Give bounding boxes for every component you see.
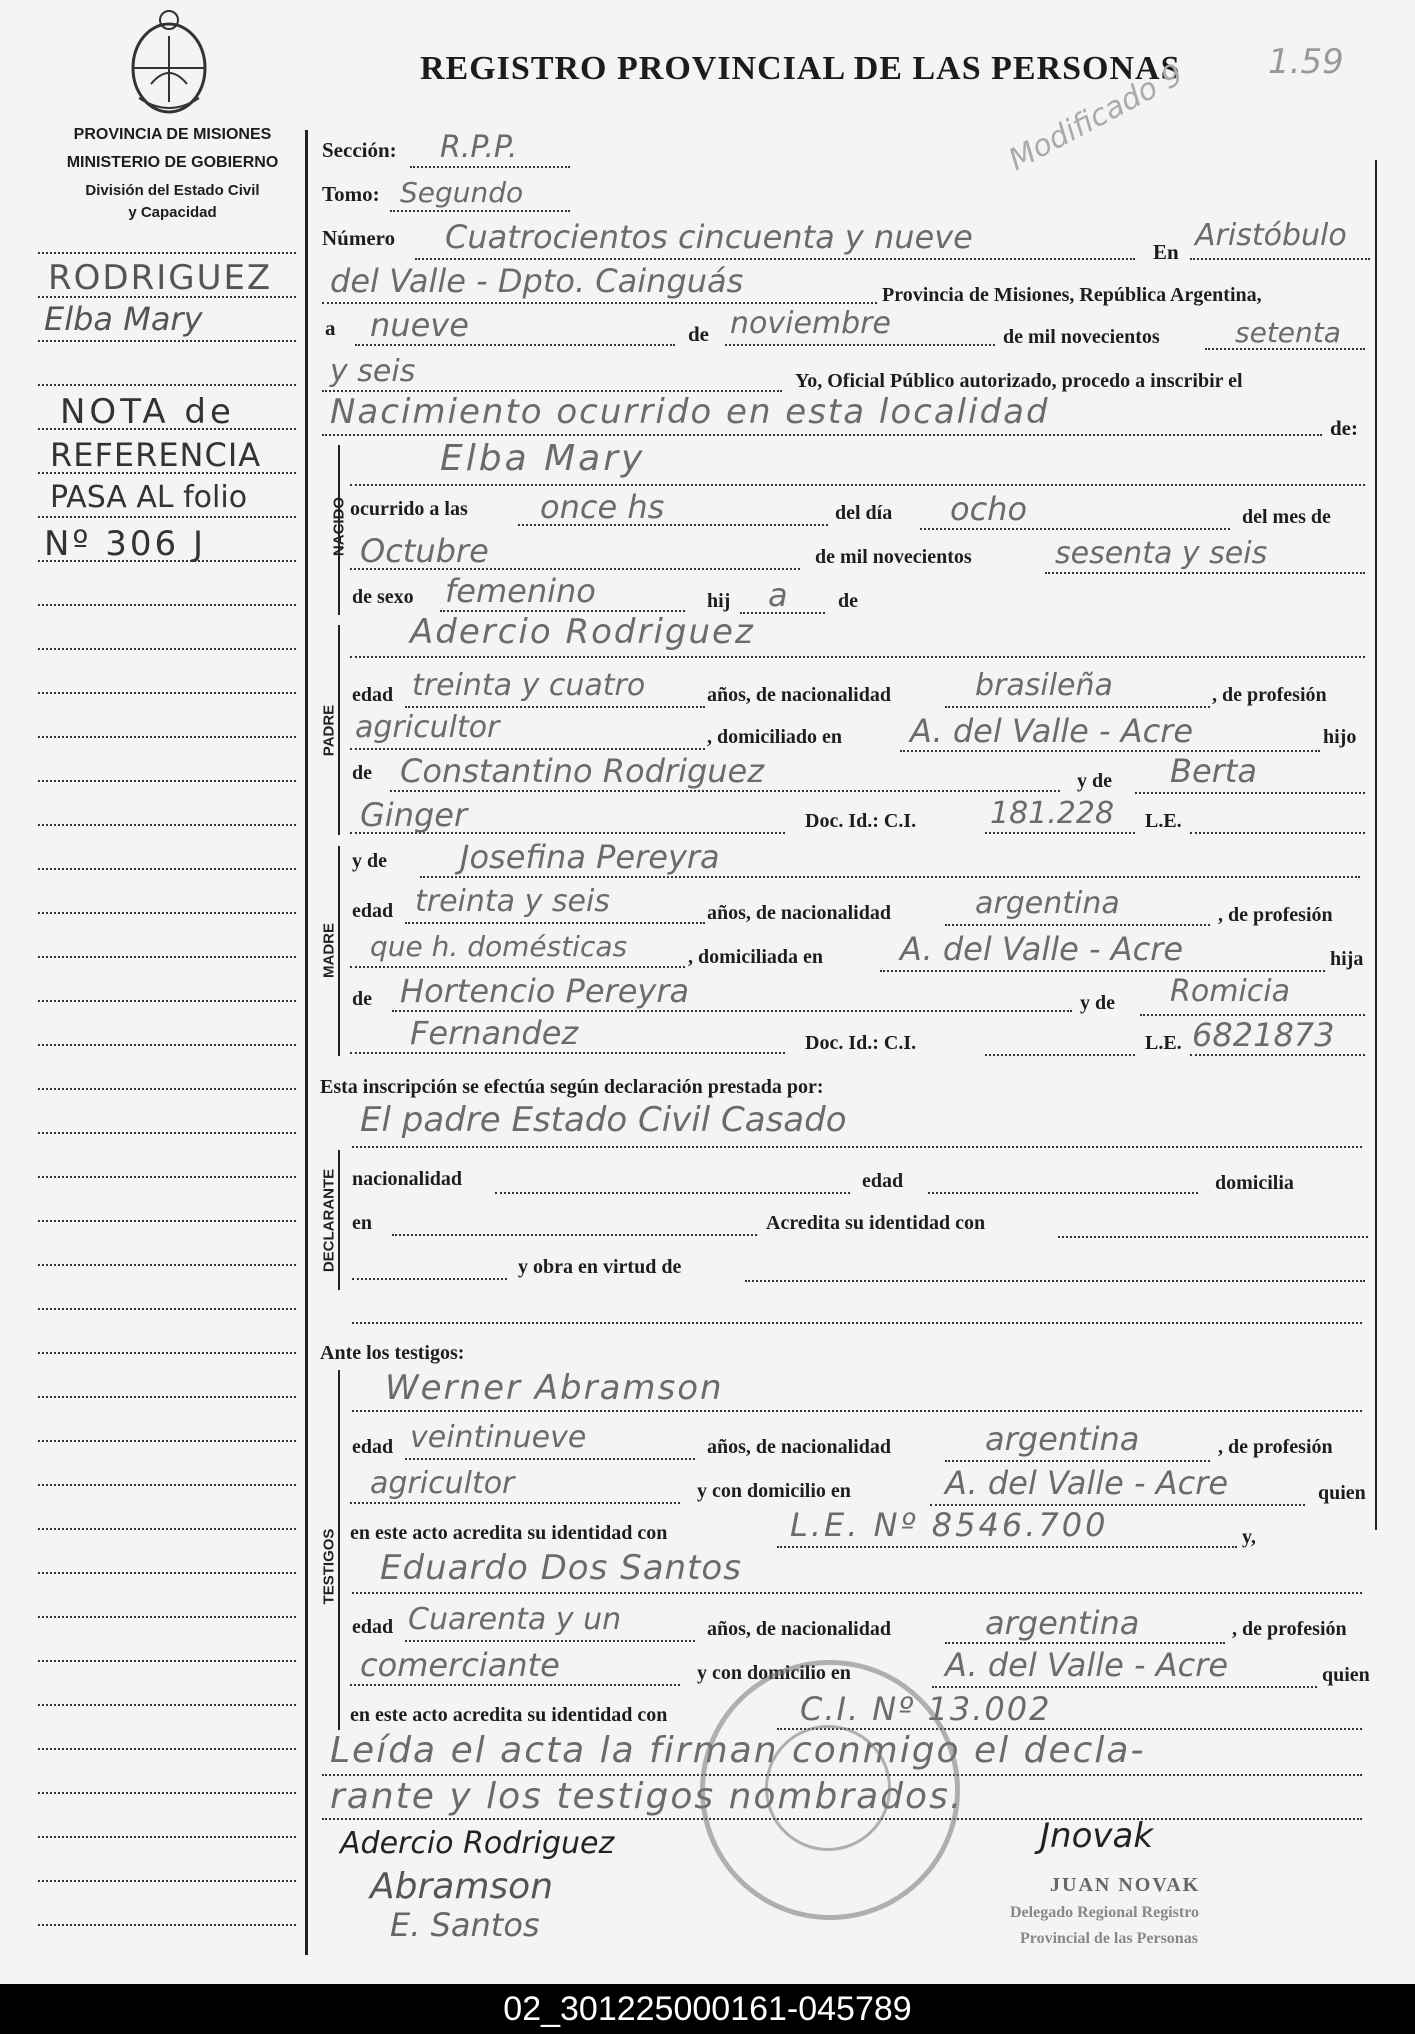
margin-rule <box>38 868 296 870</box>
padre-mother-value-2: Ginger <box>360 796 468 834</box>
madre-name: Josefina Pereyra <box>460 838 720 876</box>
margin-note-1: NOTA de <box>60 392 235 432</box>
testigos-bracket <box>338 1370 340 1730</box>
madre-dom-value: A. del Valle - Acre <box>900 930 1184 968</box>
footer-id-bar: 02_301225000161-045789 <box>0 1984 1415 2034</box>
declarante-value: El padre Estado Civil Casado <box>360 1100 847 1140</box>
testigo1-nac-label: años, de nacionalidad <box>707 1436 891 1458</box>
padre-dom-label: , domiciliado en <box>707 726 843 748</box>
oficial-text: Yo, Oficial Público autorizado, procedo a inscribir el <box>795 370 1243 392</box>
nacido-day-value: ocho <box>950 490 1028 528</box>
testigo1-y-label: y, <box>1242 1526 1256 1548</box>
ocurrido-label: ocurrido a las <box>350 498 468 520</box>
padre-doc-value: 181.228 <box>990 796 1115 831</box>
closing-line-2: rante y los testigos nombrados. <box>330 1776 964 1817</box>
madre-y-de2-label: y de <box>1080 992 1115 1014</box>
capacity-name: y Capacidad <box>128 204 217 221</box>
margin-rule <box>38 1132 296 1134</box>
ministry-name: MINISTERIO DE GOBIERNO <box>66 154 279 171</box>
margin-rule <box>38 1660 296 1662</box>
hij-value: a <box>768 576 788 614</box>
padre-doc-label: Doc. Id.: C.I. <box>805 810 917 832</box>
margin-rule <box>38 384 296 386</box>
declarante-edad-label: edad <box>862 1170 904 1192</box>
hij-label: hij <box>707 590 731 612</box>
margin-rule <box>38 1308 296 1310</box>
madre-de-label: de <box>352 988 372 1010</box>
margin-rule <box>38 252 296 254</box>
testigos-intro: Ante los testigos: <box>320 1342 465 1364</box>
padre-father-value: Constantino Rodriguez <box>400 752 765 790</box>
margin-rule <box>38 340 296 342</box>
testigo1-edad-value: veintinueve <box>410 1420 587 1455</box>
testigo1-id-value: L.E. Nº 8546.700 <box>790 1506 1109 1544</box>
testigo2-nac-value: argentina <box>985 1604 1140 1642</box>
nacido-name: Elba Mary <box>440 438 646 479</box>
margin-separator <box>305 130 308 1955</box>
testigo2-acredita-label: en este acto acredita su identidad con <box>350 1704 668 1726</box>
testigo1-acredita-label: en este acto acredita su identidad con <box>350 1522 668 1544</box>
margin-rule <box>38 1880 296 1882</box>
padre-edad-label: edad <box>352 684 394 706</box>
padre-prof-label: , de profesión <box>1212 684 1327 706</box>
padre-de-label: de <box>352 762 372 784</box>
margin-rule <box>38 1000 296 1002</box>
madre-label: MADRE <box>320 923 338 978</box>
testigo1-name: Werner Abramson <box>385 1368 724 1408</box>
margin-rule <box>38 604 296 606</box>
margin-rule <box>38 1792 296 1794</box>
madre-prof-value: que h. domésticas <box>370 930 628 963</box>
testigo2-edad-label: edad <box>352 1616 394 1638</box>
margin-rule <box>38 1836 296 1838</box>
seccion-label: Sección: <box>322 138 397 162</box>
declarante-intro: Esta inscripción se efectúa según declaración prestada por: <box>320 1076 824 1098</box>
nacido-month-value: Octubre <box>360 532 489 570</box>
signature-testigo-2: E. Santos <box>390 1906 540 1944</box>
margin-rule <box>38 648 296 650</box>
testigo2-prof-label: , de profesión <box>1232 1618 1347 1640</box>
madre-father-value: Hortencio Pereyra <box>400 972 690 1010</box>
declarante-bracket <box>338 1150 340 1290</box>
madre-y-de-label: y de <box>352 850 387 872</box>
month-value: noviembre <box>730 306 891 341</box>
place-value: del Valle - Dpto. Cainguás <box>330 262 744 300</box>
margin-rule <box>38 1704 296 1706</box>
testigo2-edad-value: Cuarenta y un <box>408 1602 622 1637</box>
declarante-en-label: en <box>352 1212 372 1234</box>
sexo-label: de sexo <box>352 586 414 608</box>
a-de-label: de <box>688 322 709 346</box>
en-value: Aristóbulo <box>1195 218 1347 253</box>
madre-mother-value: Romicia <box>1170 974 1290 1009</box>
closing-line-1: Leída el acta la firman conmigo el decla- <box>330 1730 1146 1771</box>
margin-rule <box>38 1924 296 1926</box>
margin-note-3: PASA AL folio <box>50 480 248 515</box>
testigo1-prof-label: , de profesión <box>1218 1436 1333 1458</box>
madre-doc-label: Doc. Id.: C.I. <box>805 1032 917 1054</box>
testigo2-prof-value: comerciante <box>360 1646 560 1684</box>
margin-rule <box>38 1396 296 1398</box>
madre-le-label: L.E. <box>1145 1032 1182 1054</box>
margin-rule <box>38 1352 296 1354</box>
margin-note-2: REFERENCIA <box>50 436 262 474</box>
margin-rule <box>38 1572 296 1574</box>
padre-hijo-label: hijo <box>1323 726 1357 748</box>
a-label: a <box>325 316 336 340</box>
testigo2-name: Eduardo Dos Santos <box>380 1548 742 1588</box>
declarante-dom-label: domicilia <box>1215 1172 1294 1194</box>
margin-rule <box>38 692 296 694</box>
year-value-2: y seis <box>330 354 416 389</box>
seccion-value: R.P.P. <box>440 130 518 165</box>
margin-rule <box>38 736 296 738</box>
madre-edad-value: treinta y seis <box>415 884 610 919</box>
testigo2-id-value: C.I. Nº 13.002 <box>800 1690 1052 1728</box>
province-name: PROVINCIA DE MISIONES <box>73 126 272 143</box>
official-title-1: Delegado Regional Registro <box>1010 1904 1200 1921</box>
division-name: División del Estado Civil <box>85 182 260 199</box>
testigo2-dom-value: A. del Valle - Acre <box>945 1646 1229 1684</box>
declarante-label: DECLARANTE <box>320 1168 338 1273</box>
madre-dom-label: , domiciliada en <box>688 946 824 968</box>
padre-le-label: L.E. <box>1145 810 1182 832</box>
nacido-label: NACIDO <box>330 496 348 557</box>
margin-rule <box>38 516 296 518</box>
padre-dom-value: A. del Valle - Acre <box>910 712 1194 750</box>
madre-edad-label: edad <box>352 900 394 922</box>
madre-mother-value-2: Fernandez <box>410 1014 579 1052</box>
numero-value: Cuatrocientos cincuenta y nueve <box>445 218 973 256</box>
madre-prof-label: , de profesión <box>1218 904 1333 926</box>
hour-value: once hs <box>540 488 665 526</box>
del-dia-label: del día <box>835 502 893 524</box>
testigo1-nac-value: argentina <box>985 1420 1140 1458</box>
official-stamp <box>700 1660 960 1920</box>
right-frame-line <box>1375 160 1377 1530</box>
tomo-value: Segundo <box>400 176 524 209</box>
nacido-de-label: de <box>838 590 858 612</box>
padre-prof-value: agricultor <box>355 710 500 745</box>
testigo2-dom-label: y con domicilio en <box>697 1662 851 1684</box>
del-mes-label: del mes de <box>1242 506 1331 528</box>
page-title: REGISTRO PROVINCIAL DE LAS PERSONAS <box>420 50 1181 87</box>
margin-rule <box>38 780 296 782</box>
margin-rule <box>38 1528 296 1530</box>
nacido-mil-label: de mil novecientos <box>815 546 972 568</box>
testigo1-dom-label: y con domicilio en <box>697 1480 851 1502</box>
en-label: En <box>1153 240 1179 264</box>
testigo2-nac-label: años, de nacionalidad <box>707 1618 891 1640</box>
padre-nac-value: brasileña <box>975 668 1113 703</box>
tomo-label: Tomo: <box>322 182 380 206</box>
signature-testigo-1: Abramson <box>370 1866 554 1907</box>
testigo1-edad-label: edad <box>352 1436 394 1458</box>
mil-label: de mil novecientos <box>1003 326 1160 348</box>
margin-rule <box>38 912 296 914</box>
signature-official: Jnovak <box>1040 1816 1154 1856</box>
margin-rule <box>38 1176 296 1178</box>
margin-rule <box>38 1748 296 1750</box>
declarante-acredita-label: Acredita su identidad con <box>766 1212 986 1234</box>
day-value: nueve <box>370 306 469 344</box>
de-colon-label: de: <box>1330 416 1358 440</box>
testigos-label: TESTIGOS <box>320 1528 338 1605</box>
margin-rule <box>38 1220 296 1222</box>
madre-nac-value: argentina <box>975 886 1120 921</box>
provincia-text: Provincia de Misiones, República Argentina, <box>882 284 1262 306</box>
official-name: JUAN NOVAK <box>1050 1874 1201 1896</box>
madre-nac-label: años, de nacionalidad <box>707 902 891 924</box>
testigo2-quien-label: quien <box>1322 1664 1370 1686</box>
testigo1-quien-label: quien <box>1318 1482 1366 1504</box>
declarante-nac-label: nacionalidad <box>352 1168 463 1190</box>
padre-name: Adercio Rodriguez <box>410 612 755 652</box>
testigo1-prof-value: agricultor <box>370 1466 515 1501</box>
signature-declarante: Adercio Rodriguez <box>340 1826 615 1861</box>
margin-surname: RODRIGUEZ <box>48 258 273 298</box>
year-value: setenta <box>1235 316 1341 349</box>
padre-nac-label: años, de nacionalidad <box>707 684 891 706</box>
margin-rule <box>38 1484 296 1486</box>
event-value: Nacimiento ocurrido en esta localidad <box>330 392 1050 432</box>
margin-rule <box>38 956 296 958</box>
padre-y-de-label: y de <box>1077 770 1112 792</box>
sexo-value: femenino <box>445 572 596 610</box>
testigo1-dom-value: A. del Valle - Acre <box>945 1464 1229 1502</box>
padre-label: PADRE <box>320 704 338 757</box>
padre-edad-value: treinta y cuatro <box>412 668 646 703</box>
madre-bracket <box>338 846 340 1056</box>
margin-rule <box>38 1044 296 1046</box>
declarante-obra-label: y obra en virtud de <box>518 1256 682 1278</box>
margin-rule <box>38 1616 296 1618</box>
margin-note-4: Nº 306 J <box>44 524 206 564</box>
madre-le-value: 6821873 <box>1192 1016 1335 1054</box>
margin-rule <box>38 1440 296 1442</box>
official-title-2: Provincial de las Personas <box>1020 1930 1198 1947</box>
corner-note: Modificado 9 <box>1003 57 1189 178</box>
corner-number: 1.59 <box>1268 42 1344 82</box>
margin-rule <box>38 1264 296 1266</box>
numero-label: Número <box>322 226 396 250</box>
margin-rule <box>38 1088 296 1090</box>
padre-mother-value: Berta <box>1170 752 1257 790</box>
madre-hija-label: hija <box>1330 948 1364 970</box>
padre-bracket <box>338 625 340 835</box>
nacido-year-value: sesenta y seis <box>1055 536 1268 571</box>
margin-name: Elba Mary <box>44 300 203 338</box>
margin-rule <box>38 824 296 826</box>
